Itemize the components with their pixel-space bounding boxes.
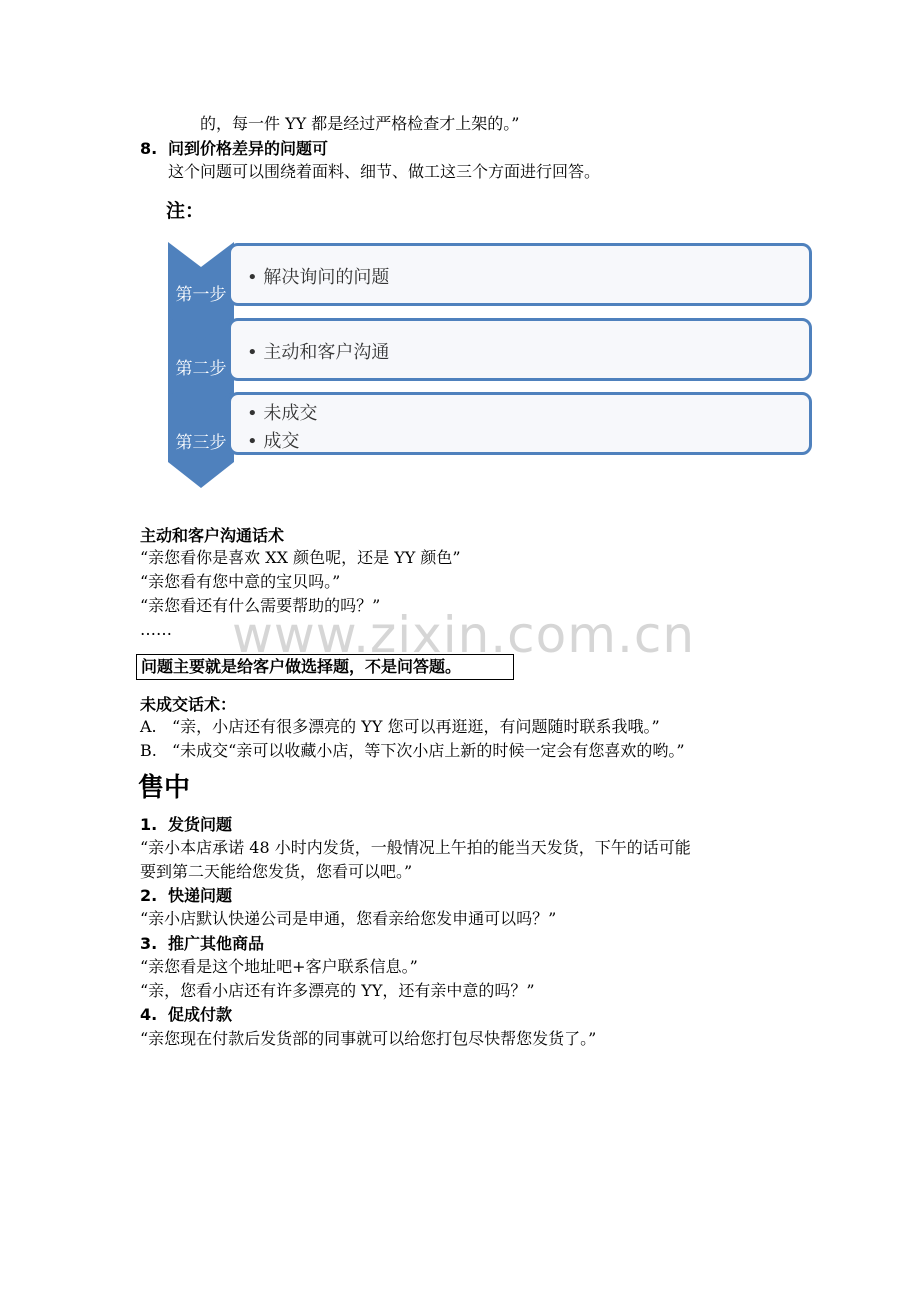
- no-deal-marker-b: B.: [140, 741, 157, 760]
- step-2-item-1: • 主动和客户沟通: [247, 342, 390, 363]
- step-1-item-1: • 解决询问的问题: [247, 267, 390, 288]
- q8-title: 问到价格差异的问题可: [168, 139, 329, 158]
- in-sale-3-line-1: “亲您看是这个地址吧+客户联系信息。”: [140, 957, 418, 976]
- in-sale-4-line-1: “亲您现在付款后发货部的同事就可以给您打包尽快帮您发货了。”: [140, 1029, 597, 1048]
- step-2-box: [228, 318, 812, 381]
- communication-line-3: “亲您看还有什么需要帮助的吗？”: [140, 596, 381, 615]
- step-1-label: 第一步: [175, 285, 227, 305]
- in-sale-1-title: 发货问题: [168, 815, 233, 834]
- communication-line-2: “亲您看有您中意的宝贝吗。”: [140, 572, 341, 591]
- communication-line-4: ……: [140, 620, 172, 639]
- no-deal-text-b: “未成交“亲可以收藏小店，等下次小店上新的时候一定会有您喜欢的哟。”: [172, 741, 685, 760]
- in-sale-1-number: 1.: [140, 815, 158, 834]
- in-sale-2-number: 2.: [140, 886, 158, 905]
- watermark: www.zixin.com.cn: [232, 606, 696, 664]
- in-sale-4-number: 4.: [140, 1005, 158, 1024]
- in-sale-3-line-2: “亲，您看小店还有许多漂亮的 YY，还有亲中意的吗？”: [140, 981, 535, 1000]
- key-point-box: 问题主要就是给客户做选择题，不是问答题。: [136, 654, 514, 680]
- no-deal-marker-a: A.: [140, 717, 157, 736]
- in-sale-3-number: 3.: [140, 934, 158, 953]
- no-deal-text-a: “亲，小店还有很多漂亮的 YY 您可以再逛逛，有问题随时联系我哦。”: [172, 717, 660, 736]
- in-sale-1-line-2: 要到第二天能给您发货，您看可以吧。”: [140, 862, 413, 881]
- in-sale-3-title: 推广其他商品: [168, 934, 265, 953]
- in-sale-1-line-1: “亲小本店承诺 48 小时内发货，一般情况上午拍的能当天发货，下午的话可能: [140, 838, 691, 857]
- step-3-label: 第三步: [175, 433, 227, 453]
- step-3-item-2: • 成交: [247, 431, 300, 452]
- section-title: 售中: [138, 773, 191, 803]
- communication-line-1: “亲您看你是喜欢 XX 颜色呢，还是 YY 颜色”: [140, 548, 461, 567]
- no-deal-heading: 未成交话术：: [140, 695, 237, 714]
- communication-heading: 主动和客户沟通话术: [140, 526, 285, 545]
- in-sale-2-line-1: “亲小店默认快递公司是申通，您看亲给您发申通可以吗？”: [140, 909, 557, 928]
- in-sale-4-title: 促成付款: [168, 1005, 233, 1024]
- note-label: 注：: [166, 200, 205, 222]
- step-3-item-1: • 未成交: [247, 403, 318, 424]
- step-2-label: 第二步: [175, 359, 227, 379]
- intro-line: 的，每一件 YY 都是经过严格检查才上架的。”: [200, 114, 520, 133]
- q8-body: 这个问题可以围绕着面料、细节、做工这三个方面进行回答。: [168, 162, 601, 181]
- step-1-box: [228, 243, 812, 306]
- q8-number: 8.: [140, 139, 158, 158]
- step-3-box: [228, 392, 812, 455]
- in-sale-2-title: 快递问题: [168, 886, 233, 905]
